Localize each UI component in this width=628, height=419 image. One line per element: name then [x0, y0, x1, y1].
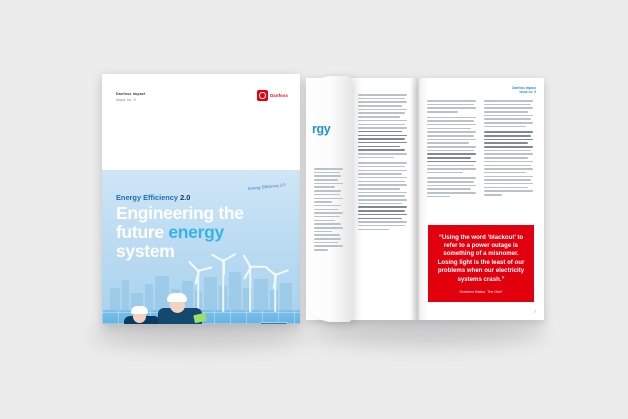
danfoss-mark-icon: [257, 90, 268, 101]
book-right-page: [418, 78, 544, 320]
brochure-cover: [102, 74, 300, 324]
right-page-paragraph: [427, 117, 479, 174]
page-number: 7: [533, 309, 536, 314]
right-page-paragraph: [484, 131, 536, 195]
cover-eyebrow-text: Energy Efficiency: [116, 193, 179, 202]
right-page-paragraph: [484, 100, 536, 127]
left-page-column: [358, 94, 410, 234]
right-page-header: [512, 86, 536, 95]
right-page-paragraph: [427, 100, 479, 113]
danfoss-logo-text: Danfoss: [270, 93, 288, 98]
cover-eyebrow: [116, 193, 190, 202]
cover-version: 2.0: [180, 193, 191, 202]
wind-turbine-icon: [214, 260, 232, 312]
pull-quote-text: “Using the word ‘blackout’ to refer to a power outage is something of a misnomer. Losing light is the least of our problems when our electricity systems crash.”: [437, 233, 525, 283]
curled-page: [306, 76, 352, 322]
cover-title-line-3: system: [116, 241, 175, 261]
book-shadow: [310, 318, 545, 346]
right-page-column-2: [484, 100, 536, 200]
curled-page-text-lines: [314, 168, 344, 253]
pull-quote: [428, 225, 534, 302]
danfoss-logo: [257, 90, 288, 101]
cover-meta-issue: Issue no. 9: [116, 98, 136, 102]
left-page-paragraph: [358, 94, 410, 158]
right-page-paragraph: [427, 177, 479, 197]
cover-tagline: Energy Efficiency 2.0: [248, 182, 287, 191]
right-page-header-line-2: Issue no. 9: [519, 90, 536, 95]
cover-title-line-1: Engineering the: [116, 203, 244, 223]
wind-turbine-icon: [268, 274, 282, 312]
cover-meta: [116, 91, 146, 103]
cover-shadow: [92, 322, 307, 348]
cover-title-line-2a: future: [116, 222, 164, 242]
wind-turbine-icon: [242, 266, 258, 312]
left-page-paragraph: [358, 162, 410, 230]
cover-title: [116, 204, 292, 261]
cover-title-line-2b: energy: [168, 222, 224, 242]
curled-page-title: rgy: [312, 122, 331, 136]
open-book: [306, 78, 544, 320]
cover-meta-label: Danfoss Impact: [116, 92, 146, 96]
right-page-column-1: [427, 100, 479, 201]
right-page-header-line-1: Danfoss Impact: [512, 86, 536, 90]
worker-illustration: [154, 298, 206, 324]
pull-quote-attribution: Gretchen Bakke, The Grid*: [459, 290, 503, 294]
